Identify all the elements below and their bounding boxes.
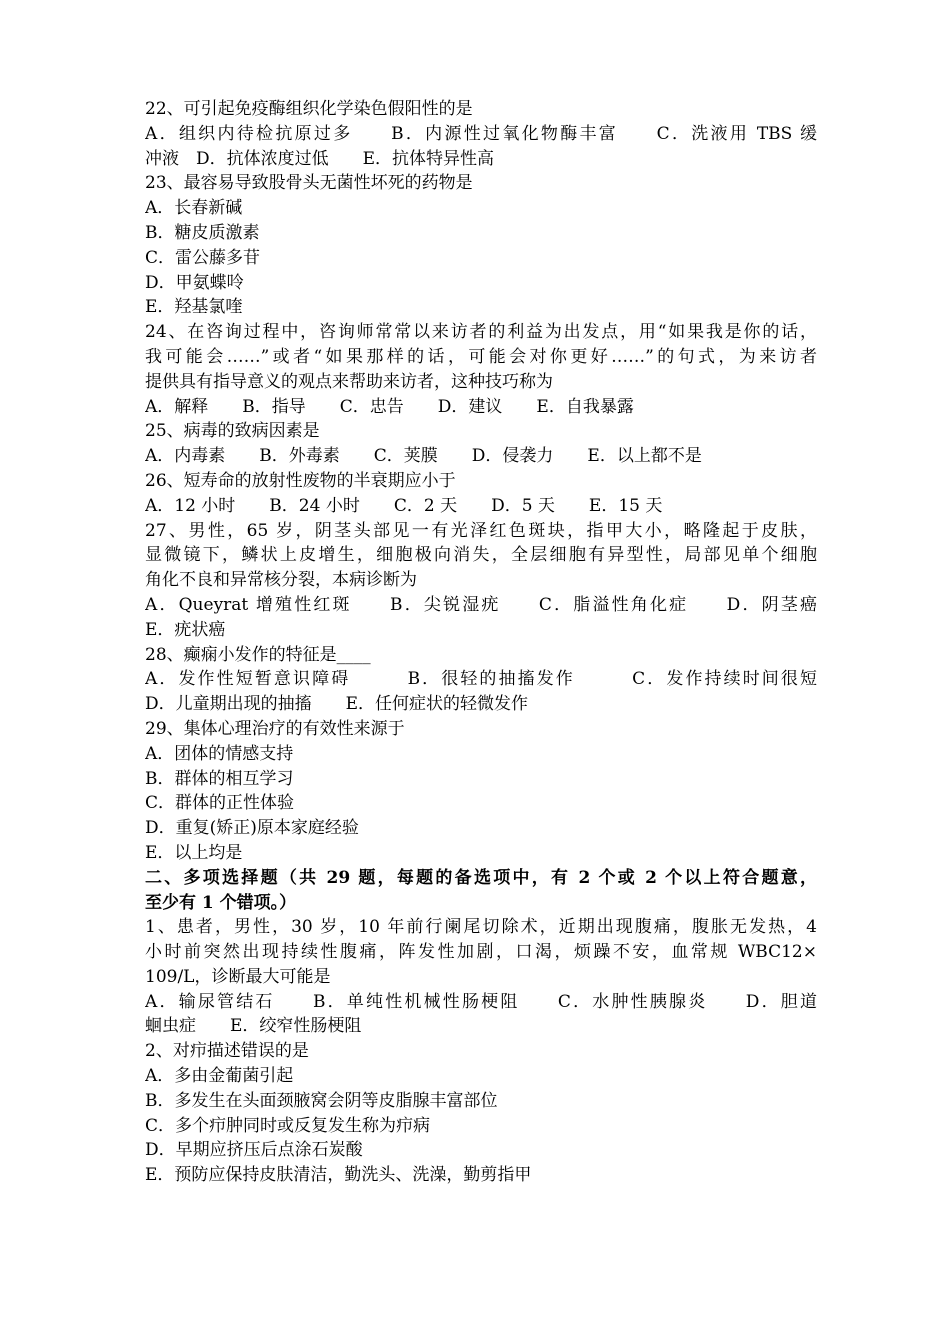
q29-stem: 29、集体心理治疗的有效性来源于 xyxy=(145,718,405,739)
q27-options-line2: E．疣状癌 xyxy=(145,619,226,640)
mq2-option-c: C．多个疖肿同时或反复发生称为疖病 xyxy=(145,1115,431,1136)
q26-options: A．12 小时 B．24 小时 C．2 天 D．5 天 E．15 天 xyxy=(145,495,663,516)
q28-stem: 28、癫痫小发作的特征是____ xyxy=(145,644,371,665)
mq2-option-b: B．多发生在头面颈腋窝会阴等皮脂腺丰富部位 xyxy=(145,1090,498,1111)
q29-option-c: C．群体的正性体验 xyxy=(145,793,295,814)
mq1-stem-line1: 1、患者，男性，30 岁，10 年前行阑尾切除术，近期出现腹痛，腹胀无发热，4 xyxy=(145,917,817,938)
section-heading-line1: 二、多项选择题（共 29 题，每题的备选项中，有 2 个或 2 个以上符合题意， xyxy=(145,867,817,888)
q27-stem-line2: 显微镜下，鳞状上皮增生，细胞极向消失，全层细胞有异型性，局部见单个细胞 xyxy=(145,545,817,566)
q24-options: A．解释 B．指导 C．忠告 D．建议 E．自我暴露 xyxy=(145,396,634,417)
q23-option-c: C．雷公藤多苷 xyxy=(145,247,261,268)
q26-stem: 26、短寿命的放射性废物的半衰期应小于 xyxy=(145,470,456,491)
q29-option-a: A．团体的情感支持 xyxy=(145,743,294,764)
q24-stem-line1: 24、在咨询过程中，咨询师常常以来访者的利益为出发点，用“如果我是你的话， xyxy=(145,322,817,343)
q22-stem: 22、可引起免疫酶组织化学染色假阳性的是 xyxy=(145,99,473,119)
q27-options-line1: A．Queyrat 增殖性红斑 B．尖锐湿疣 C．脂溢性角化症 D．阴茎癌 xyxy=(145,594,817,615)
q29-option-b: B．群体的相互学习 xyxy=(145,768,294,789)
q29-option-d: D．重复(矫正)原本家庭经验 xyxy=(145,818,359,839)
mq1-options-line1: A．输尿管结石 B．单纯性机械性肠梗阻 C．水肿性胰腺炎 D．胆道 xyxy=(145,991,817,1012)
q23-option-e: E．羟基氯喹 xyxy=(145,297,243,318)
mq1-stem-line3: 109/L，诊断最大可能是 xyxy=(145,966,331,987)
q27-stem-line3: 角化不良和异常核分裂，本病诊断为 xyxy=(145,570,417,591)
q25-options: A．内毒素 B．外毒素 C．荚膜 D．侵袭力 E．以上都不是 xyxy=(145,446,702,467)
mq2-option-e: E．预防应保持皮肤清洁，勤洗头、洗澡，勤剪指甲 xyxy=(145,1165,532,1186)
q25-stem: 25、病毒的致病因素是 xyxy=(145,421,320,442)
mq2-option-a: A．多由金葡菌引起 xyxy=(145,1066,294,1087)
document-page xyxy=(145,97,817,1188)
mq1-options-line2: 蛔虫症 E．绞窄性肠梗阻 xyxy=(145,1016,362,1037)
q28-options-line1: A．发作性短暂意识障碍 B．很轻的抽搐发作 C．发作持续时间很短 xyxy=(145,669,817,690)
q24-stem-line2: 我可能会……”或者“如果那样的话，可能会对你更好……”的句式，为来访者 xyxy=(145,346,817,367)
q29-option-e: E．以上均是 xyxy=(145,842,243,863)
q23-option-d: D．甲氨蝶呤 xyxy=(145,272,244,293)
q23-option-a: A．长春新碱 xyxy=(145,198,243,219)
section-heading-line2: 至少有 1 个错项。） xyxy=(145,892,297,913)
q23-option-b: B．糖皮质激素 xyxy=(145,222,260,243)
q28-options-line2: D．儿童期出现的抽搐 E．任何症状的轻微发作 xyxy=(145,694,529,715)
q24-stem-line3: 提供具有指导意义的观点来帮助来访者，这种技巧称为 xyxy=(145,371,553,392)
mq1-stem-line2: 小时前突然出现持续性腹痛，阵发性加剧，口渴，烦躁不安，血常规 WBC12× xyxy=(145,942,817,963)
mq2-option-d: D．早期应挤压后点涂石炭酸 xyxy=(145,1140,363,1161)
q23-stem: 23、最容易导致股骨头无菌性坏死的药物是 xyxy=(145,173,473,194)
mq2-stem: 2、对疖描述错误的是 xyxy=(145,1041,309,1062)
q22-options-line1: A．组织内待检抗原过多 B．内源性过氧化物酶丰富 C．洗液用 TBS 缓 xyxy=(145,123,817,144)
q22-options-line2: 冲液 D．抗体浓度过低 E．抗体特异性高 xyxy=(145,148,495,169)
q27-stem-line1: 27、男性，65 岁，阴茎头部见一有光泽红色斑块，指甲大小，略隆起于皮肤， xyxy=(145,520,817,541)
